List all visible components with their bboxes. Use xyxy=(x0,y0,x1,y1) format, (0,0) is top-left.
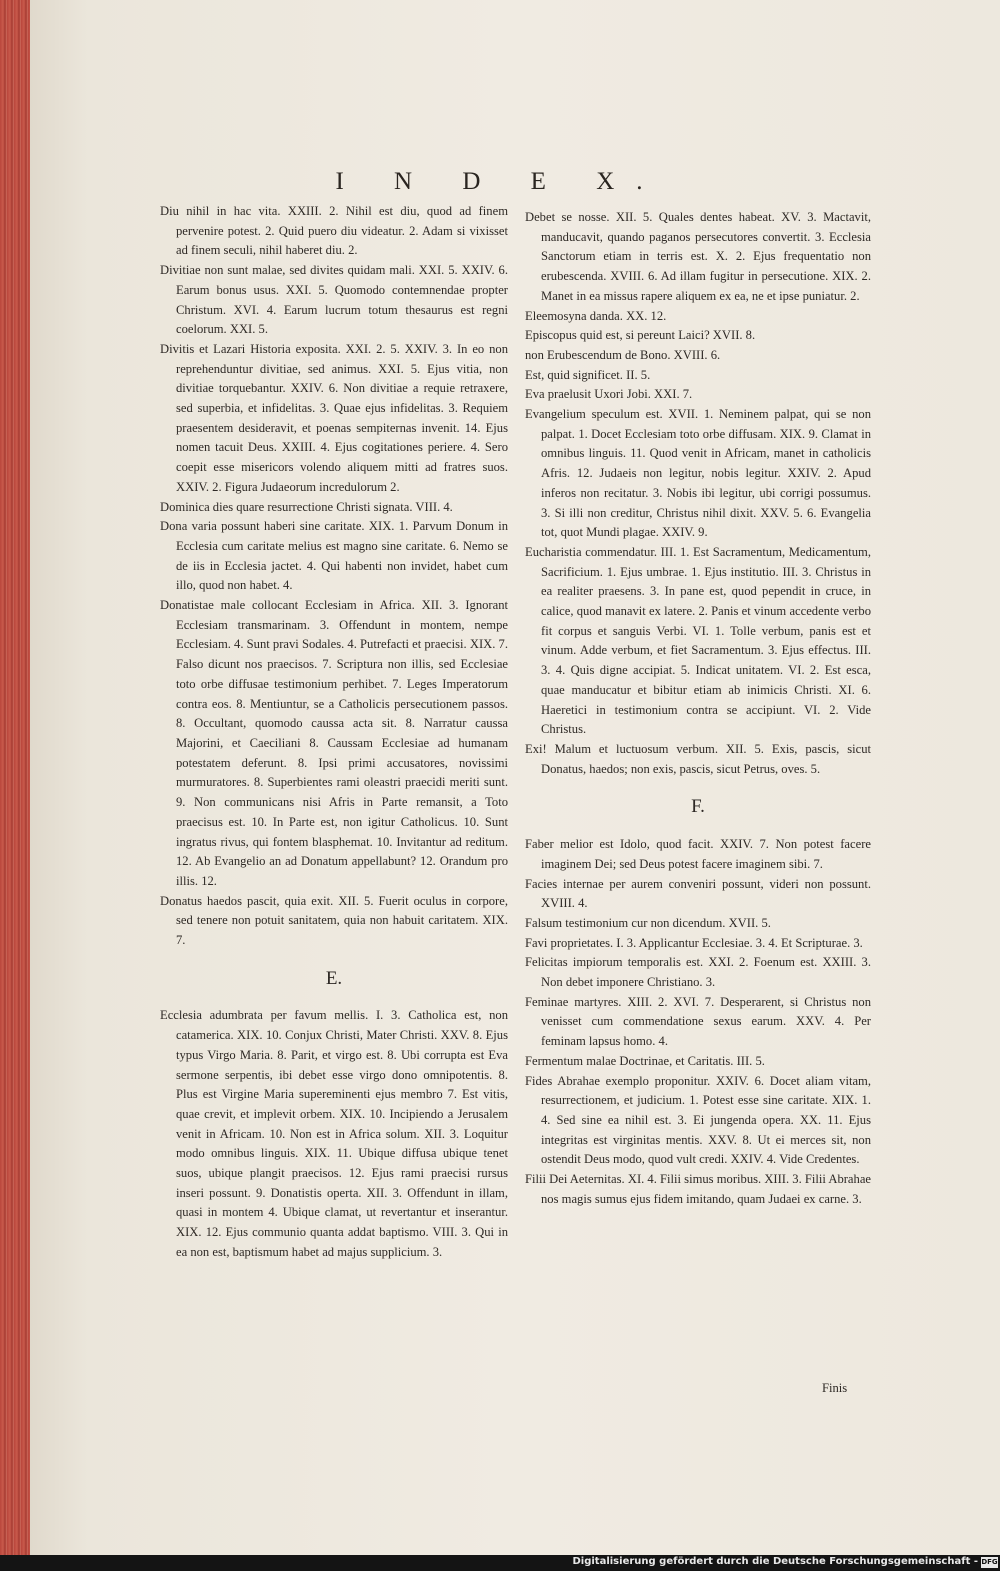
index-entry: Eucharistia commendatur. III. 1. Est Sacramentum, Medicamentum, Sacrificium. 1. Ejus umbrae. 1. Ejus institutio. III. 3. Christus in ea realiter praesens. 3. In pane est, quod pependit in cruce, in calice, quod manavit ex latere. 2. Panis et vinum accedente verbo fit corpus et sanguis Verbi. VI. 1. Tolle verbum, panis est et vinum. Adde verbum, et fiet Sacramentum. 3. Ejus effectus. III. 3. 4. Quis digne accipiat. 5. Indicat unitatem. VI. 2. Est esca, quae manducatur et bibitur etiam ab inimicis Christi. XI. 6. Haeretici in testimonium contra se accipiunt. VI. 2. Vide Christus. xyxy=(525,544,871,737)
index-entry: Divitis et Lazari Historia exposita. XXI. 2. 5. XXIV. 3. In eo non reprehenduntur divitiae, sed animus. XXI. 5. Ejus vitia, non divitiae torquebantur. XXIV. 6. Non divitiae a requie retraxere, sed superbia, et infidelitas. 3. Quae ejus infidelitas. 3. Requiem praesentem desideravit, et poenas sempiternas invenit. 14. Ejus nomen tacuit Deus. XXIII. 4. Ejus cogitationes periere. 4. Sero coepit esse misericors volendo aliquem mitti ad fratres suos. XXIV. 2. Figura Judaeorum incredulorum 2. xyxy=(160,341,508,494)
index-entry: Evangelium speculum est. XVII. 1. Neminem palpat, qui se non palpat. 1. Docet Ecclesiam toto orbe diffusam. XIX. 9. Clamat in omnibus linguis. 11. Quod venit in Africam, manet in catholicis Afris. 12. Judaeis non legitur, nobis legitur. XXIV. 2. Apud inferos non recitatur. 3. Nobis ibi legitur, ubi corrigi possumus. 3. Si illi non creditur, Christus nihil dixit. XXV. 5. 6. Evangelia tot, quot Mundi plagae. XXIV. 9. xyxy=(525,407,871,540)
book-edge xyxy=(0,0,30,1555)
index-entry: Eleemosyna danda. XX. 12. xyxy=(525,308,667,323)
index-entry: Felicitas impiorum temporalis est. XXI. 2. Foenum est. XXIII. 3. Non debet imponere Christiano. 3. xyxy=(525,955,871,990)
section-letter-f: F. xyxy=(691,796,705,818)
index-entry: Diu nihil in hac vita. XXIII. 2. Nihil est diu, quod ad finem pervenire potest. 2. Quid puero diu videatur. 2. Adam si vixisset ad finem seculi, nihil haberet diu. 2. xyxy=(160,204,508,258)
index-entry: Favi proprietates. I. 3. Applicantur Ecclesiae. 3. 4. Et Scripturae. 3. xyxy=(525,935,863,950)
right-column xyxy=(525,208,871,1209)
index-entry: Fermentum malae Doctrinae, et Caritatis. III. 5. xyxy=(525,1053,765,1068)
index-entry: Falsum testimonium cur non dicendum. XVII. 5. xyxy=(525,915,771,930)
index-entry: Dominica dies quare resurrectione Christi signata. VIII. 4. xyxy=(160,499,453,514)
index-entry: Episcopus quid est, si pereunt Laici? XVII. 8. xyxy=(525,328,756,343)
index-entry: Exi! Malum et luctuosum verbum. XII. 5. Exis, pascis, sicut Donatus, haedos; non exis, pascis, sicut Petrus, oves. 5. xyxy=(525,741,871,776)
footer-bar xyxy=(0,1555,1000,1571)
index-entry: Filii Dei Aeternitas. XI. 4. Filii simus moribus. XIII. 3. Filii Abrahae nos magis sumus ejus fidem imitando, quam Judaei ex carne. 3. xyxy=(525,1172,871,1206)
index-entry: Debet se nosse. XII. 5. Quales dentes habeat. XV. 3. Mactavit, manducavit, quando paganos persecutores convertit. 3. Ecclesia Sanctorum etiam in terris est. X. 2. Ejus frequentatio non erubescenda. XVIII. 6. Ad illam fugitur in persecutione. XIX. 2. Manet in ea missus rapere aliquem ex ea, ne et ipse puniatur. 2. xyxy=(525,210,871,303)
left-column xyxy=(160,202,508,1263)
index-entry: Est, quid significet. II. 5. xyxy=(525,367,651,382)
index-entry: Donatus haedos pascit, quia exit. XII. 5. Fuerit oculus in corpore, sed tenere non potuit sanitatem, quia non habuit caritatem. XIX. 7. xyxy=(160,893,508,948)
index-entry: Facies internae per aurem conveniri possunt, videri non possunt. XVIII. 4. xyxy=(525,876,871,911)
section-letter-e: E. xyxy=(325,967,343,989)
finis-label: Finis xyxy=(822,1381,848,1395)
index-entry: Ecclesia adumbrata per favum mellis. I. 3. Catholica est, non catamerica. XIX. 10. Conjux Christi, Mater Christi. XXV. 8. Ejus typus Virgo Maria. 8. Parit, et virgo est. 8. Ubi corrupta est Eva sermone serpentis, ibi debet esse virgo dono omnipotentis. 8. Plus est Virgine Maria supereminenti ejus membro 7. Est vitis, quae crevit, et implevit orbem. XIX. 10. Incipiendo a Jerusalem venit in Africam. 10. Non est in Africa solum. XII. 3. Loquitur modo omnibus linguis. XIX. 11. Ubique diffusa ubique tenet suos, ubique plangit praecisos. 12. Ejus rami praecisi rursus inseri possunt. 9. Donatistis operta. XII. 3. Offendunt in illam, quasi in montem 4. Ubique clamat, ut revertantur et inserantur. XIX. 12. Ejus communio quanta addat baptismo. VIII. 3. Qui in ea non est, baptismum habet ad majus supplicium. 3. xyxy=(160,1008,508,1259)
index-entry: Donatistae male collocant Ecclesiam in Africa. XII. 3. Ignorant Ecclesiam transmarinam. 3. Offendunt in montem, nempe Ecclesiam. 4. Sunt pravi Sodales. 4. Putrefacti et praecisi. XIX. 7. Falso dicunt nos praecisos. 7. Scriptura non illis, sed Ecclesiae toto orbe diffusae testimonium perhibet. 7. Leges Imperatorum contra eos. 8. Mentiuntur, se a Catholicis persecutionem passos. 8. Occultant, quomodo caussa acta sit. 8. Narratur caussa Majorini, et Caeciliani 8. Caussam Ecclesiae ad humanam potestatem deferunt. 8. Ipsi primi accusatores, novissimi murmuratores. 8. Superbientes rami oleastri praecidi meriti sunt. 9. Non communicans nisi Afris in Parte remansit, a Toto praecisus est. 10. In Parte est, non igitur Catholicus. 10. Sunt ingratus rivus, qui fontem blasphemat. 10. Invitantur ad reditum. 12. Ab Evangelio an ad Donatum appellabunt? 12. Orandum pro illis. 12. xyxy=(160,598,508,888)
page-heading: I N D E X. xyxy=(335,168,665,195)
index-entry: non Erubescendum de Bono. XVIII. 6. xyxy=(525,347,721,362)
footer-credit: Digitalisierung gefördert durch die Deutsche Forschungsgemeinschaft - xyxy=(572,1556,978,1567)
index-entry: Divitiae non sunt malae, sed divites quidam mali. XXI. 5. XXIV. 6. Earum bonus usus. XXI. 5. Quomodo contemnendae propter Christum. XVI. 4. Earum lucrum totum thesaurus est regni coelorum. XXI. 5. xyxy=(160,263,508,337)
index-entry: Dona varia possunt haberi sine caritate. XIX. 1. Parvum Donum in Ecclesia cum caritate melius est magno sine caritate. 6. Nemo se de iis in Ecclesia jactet. 4. Qui habenti non invidet, habet cum illo, quod non habet. 4. xyxy=(160,519,508,593)
index-entry: Feminae martyres. XIII. 2. XVI. 7. Desperarent, si Christus non venisset cum commendatione sexus earum. XXV. 4. Per feminam lapsus homo. 4. xyxy=(525,994,871,1049)
index-entry: Faber melior est Idolo, quod facit. XXIV. 7. Non potest facere imaginem Dei; sed Deus potest facere imaginem sibi. 7. xyxy=(525,837,871,871)
index-entry: Fides Abrahae exemplo proponitur. XXIV. 6. Docet aliam vitam, resurrectionem, et judicium. 1. Potest esse sine caritate. XIX. 1. 4. Sed sine ea nihil est. 3. Ei jungenda opera. XX. 11. Ejus integritas est virginitas mentis. XXV. 8. Ut ei merces sit, non ostendit Deus modo, quod vult credi. XXIV. 4. Vide Credentes. xyxy=(525,1073,871,1167)
dfg-logo-icon: DFG xyxy=(981,1558,998,1566)
index-entry: Eva praelusit Uxori Jobi. XXI. 7. xyxy=(525,387,693,402)
